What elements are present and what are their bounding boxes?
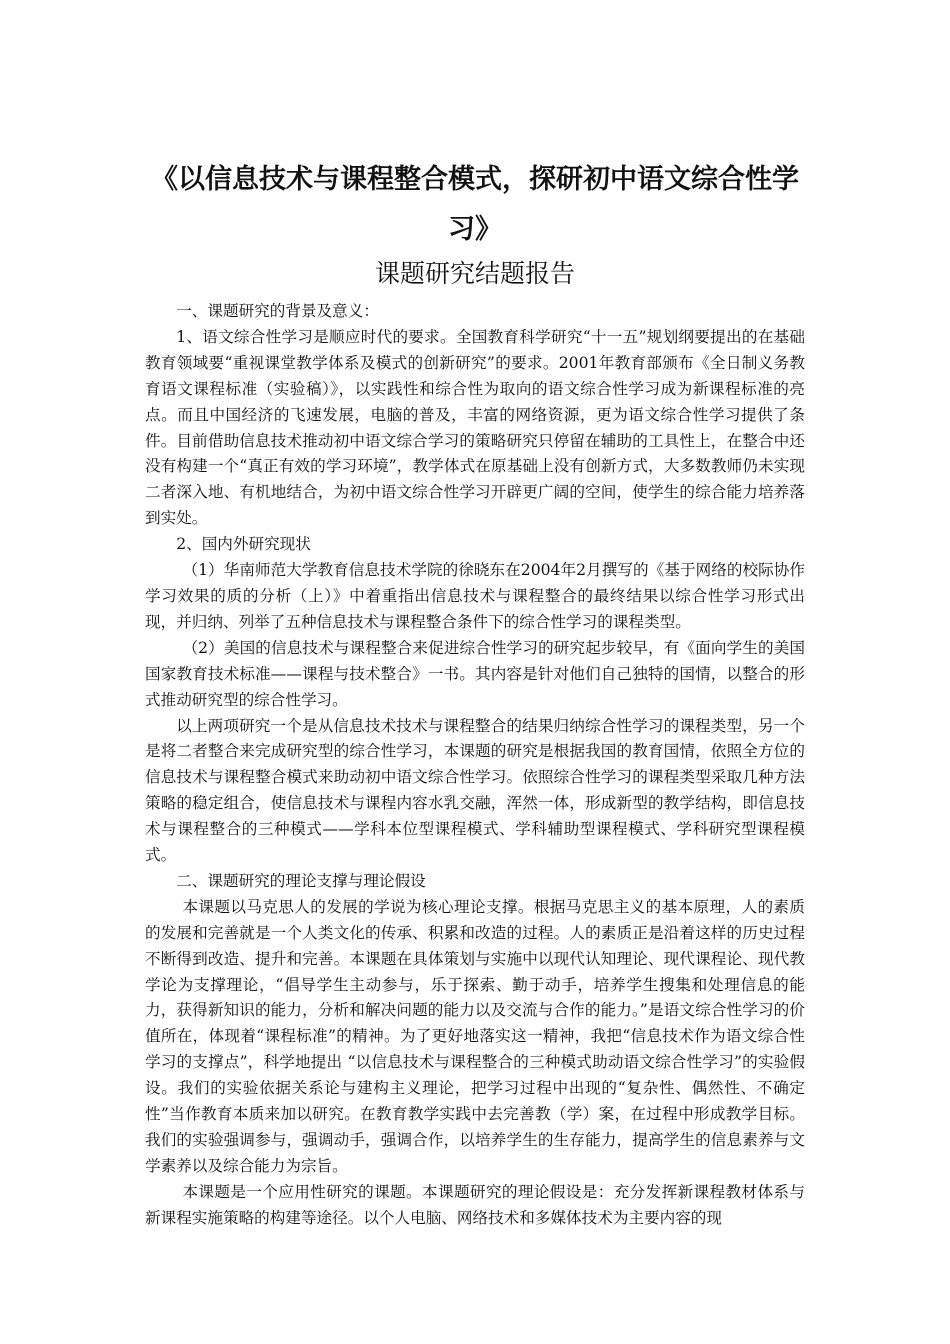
paragraph-6: 本课题是一个应用性研究的课题。本课题研究的理论假设是：充分发挥新课程教材体系与新课程实施策略的构建等途径。以个人电脑、网络技术和多媒体技术为主要内容的现 [145,1182,805,1227]
paragraph-1: 1、语文综合性学习是顺应时代的要求。全国教育科学研究“十一五”规划纲要提出的在基础教育领域要“重视课堂教学体系及模式的创新研究”的要求。2001年教育部颁布《全日制义务教育语文课程标准（实验稿）》，以实践性和综合性为取向的语文综合性学习成为新课程标准的亮点。而且中国经济的飞速发展，电脑的普及，丰富的网络资源，更为语文综合性学习提供了条件。目前借助信息技术推动初中语文综合学习的策略研究只停留在辅助的工具性上，在整合中还没有构建一个“真正有效的学习环境”，教学体式在原基础上没有创新方式，大多数教师仍未实现二者深入地、有机地结合，为初中语文综合性学习开辟更广阔的空间，使学生的综合能力培养落到实处。 [145,327,805,528]
paragraph-5: 本课题以马克思人的发展的学说为核心理论支撑。根据马克思主义的基本原理，人的素质的发展和完善就是一个人类文化的传承、积累和改造的过程。人的素质正是沿着这样的历史过程不断得到改造、提升和完善。本课题在具体策划与实施中以现代认知理论、现代课程论、现代教学论为支撑理论，“倡导学生主动参与，乐于探索、勤于动手，培养学生搜集和处理信息的能力，获得新知识的能力，分析和解决问题的能力以及交流与合作的能力。”是语文综合性学习的价值所在，体现着“课程标准”的精神。为了更好地落实这一精神，我把“信息技术作为语文综合性学习的支撑点”，科学地提出 “以信息技术与课程整合的三种模式助动语文综合性学习”的实验假设。我们的实验依据关系论与建构主义理论，把学习过程中出现的“复杂性、偶然性、不确定性”当作教育本质来加以研究。在教育教学实践中去完善教（学）案，在过程中形成教学目标。我们的实验强调参与，强调动手，强调合作，以培养学生的生存能力，提高学生的信息素养与文学素养以及综合能力为宗旨。 [145,897,805,1175]
document-subtitle: 课题研究结题报告 [374,259,575,288]
document-title: 《以信息技术与课程整合模式，探研初中语文综合性学习》 [151,164,799,245]
section-heading-2: 二、课题研究的理论支撑与理论假设 [176,871,426,890]
paragraph-2: （1）华南师范大学教育信息技术学院的徐晓东在2004年2月撰写的《基于网络的校际协作学习效果的质的分析（上）》中着重指出信息技术与课程整合的最终结果以综合性学习形式出现，并归纳、列举了五种信息技术与课程整合条件下的综合性学习的课程类型。 [145,561,805,631]
paragraph-3: （2）美国的信息技术与课程整合来促进综合性学习的研究起步较早，有《面向学生的美国国家教育技术标准——课程与技术整合》一书。其内容是针对他们自己独特的国情，以整合的形式推动研究型的综合性学习。 [145,638,805,709]
section-heading-1: 一、课题研究的背景及意义： [176,302,379,320]
subsection-heading-2: 2、国内外研究现状 [176,535,311,554]
paragraph-4: 以上两项研究一个是从信息技术技术与课程整合的结果归纳综合性学习的课程类型，另一个是将二者整合来完成研究型的综合性学习，本课题的研究是根据我国的教育国情，依照全方位的信息技术与课程整合模式来助动初中语文综合性学习。依照综合性学习的课程类型采取几种方法策略的稳定组合，使信息技术与课程内容水乳交融，浑然一体，形成新型的教学结构，即信息技术与课程整合的三种模式——学科本位型课程模式、学科辅助型课程模式、学科研究型课程模式。 [145,716,805,865]
document-body [145,299,805,1232]
